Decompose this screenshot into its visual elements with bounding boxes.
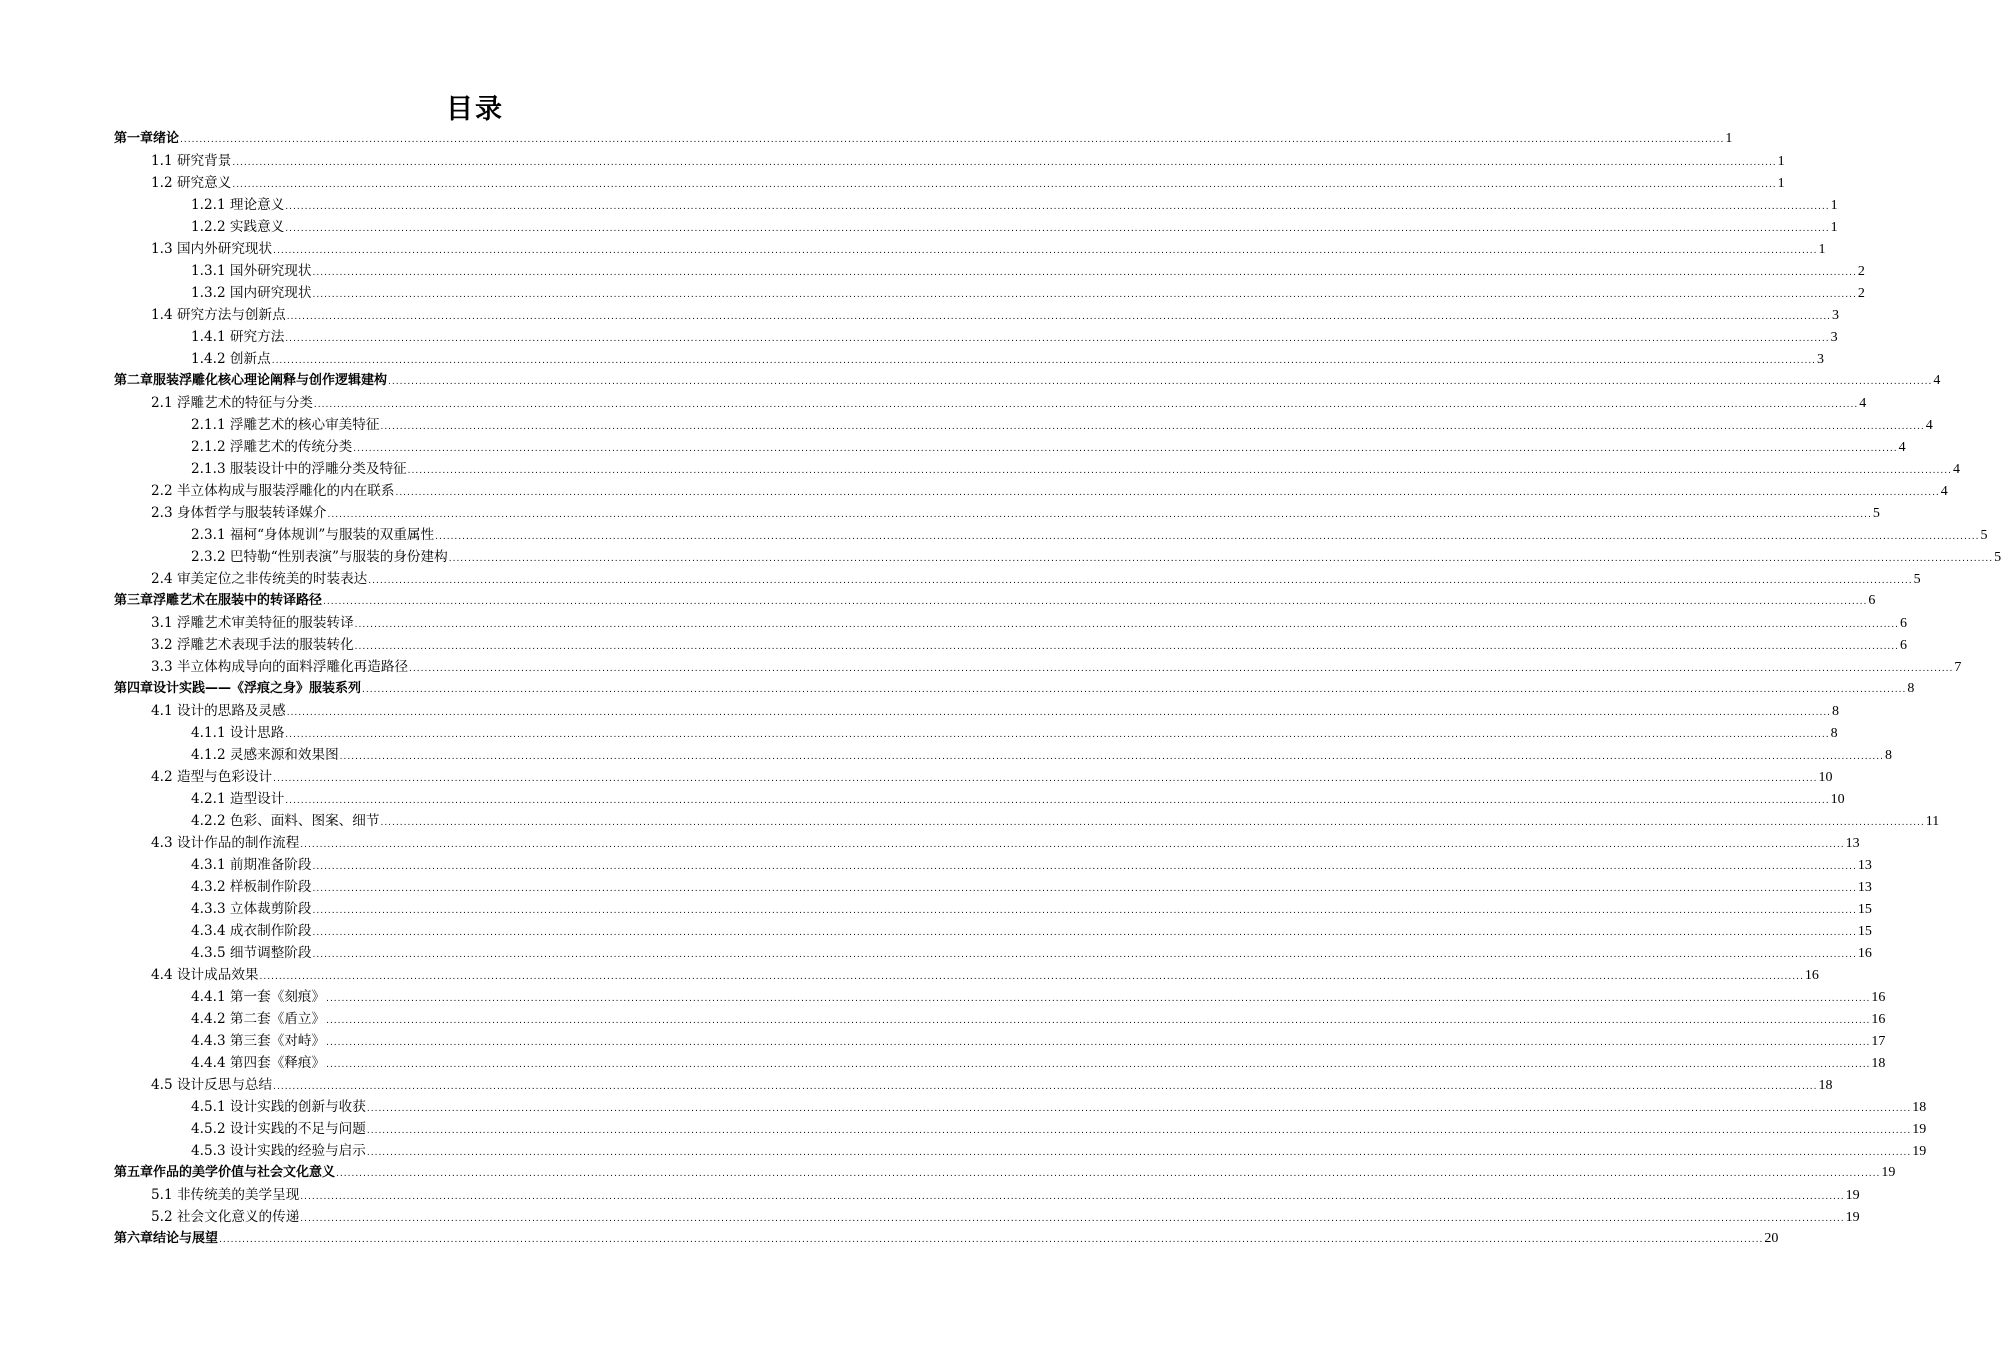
toc-entry-level-2[interactable] [114, 766, 1833, 788]
toc-page-number: 8 [1907, 681, 1915, 696]
toc-entry-title: 4.4 设计成品效果 [151, 967, 259, 983]
dot-leader: ................................................................................................................................................................................................................................................................................................................................................................................................................ [312, 290, 1857, 300]
toc-page-number: 3 [1830, 330, 1838, 345]
toc-entry-title: 2.3 身体哲学与服装转译媒介 [151, 505, 327, 521]
toc-page-number: 4 [1925, 418, 1933, 433]
dot-leader: ................................................................................................................................................................................................................................................................................................................................................................................................................ [312, 928, 1857, 938]
toc-page-number: 1 [1830, 220, 1838, 235]
toc-page-number: 2 [1857, 286, 1865, 301]
toc-page-number: 5 [1980, 528, 1988, 543]
toc-entry-title: 1.4 研究方法与创新点 [151, 307, 286, 323]
dot-leader: ................................................................................................................................................................................................................................................................................................................................................................................................................ [323, 597, 1868, 607]
toc-entry-level-3[interactable] [114, 876, 1872, 898]
dot-leader: ................................................................................................................................................................................................................................................................................................................................................................................................................ [380, 818, 1925, 828]
toc-entry-title: 4.1.2 灵感来源和效果图 [191, 747, 339, 763]
toc-page-number: 4 [1952, 462, 1960, 477]
toc-entry-title: 2.3.2 巴特勒“性别表演”与服装的身份建构 [191, 549, 448, 565]
toc-page-number: 19 [1912, 1144, 1927, 1159]
toc-entry-level-3[interactable] [114, 942, 1872, 964]
toc-page-number: 16 [1871, 990, 1886, 1005]
toc-page-number: 4 [1859, 396, 1867, 411]
toc-page-number: 4 [1933, 373, 1941, 388]
dot-leader: ................................................................................................................................................................................................................................................................................................................................................................................................................ [327, 510, 1872, 520]
toc-entry-level-2[interactable] [114, 700, 1840, 722]
toc-entry-title: 4.3.4 成衣制作阶段 [191, 923, 312, 939]
toc-page-number: 10 [1818, 770, 1833, 785]
toc-page-number: 17 [1871, 1034, 1886, 1049]
toc-entry-level-3[interactable] [114, 282, 1865, 304]
toc-page-number: 16 [1871, 1012, 1886, 1027]
toc-entry-level-3[interactable] [114, 216, 1838, 238]
toc-page-number: 7 [1954, 660, 1962, 675]
toc-entry-title: 4.4.3 第三套《对峙》 [191, 1033, 326, 1049]
dot-leader: ................................................................................................................................................................................................................................................................................................................................................................................................................ [326, 1060, 1871, 1070]
toc-page-number: 15 [1857, 902, 1872, 917]
toc-entry-level-3[interactable] [114, 546, 2001, 568]
dot-leader: ................................................................................................................................................................................................................................................................................................................................................................................................................ [362, 685, 1907, 695]
dot-leader: ................................................................................................................................................................................................................................................................................................................................................................................................................ [339, 752, 1885, 762]
dot-leader: ................................................................................................................................................................................................................................................................................................................................................................................................................ [300, 1192, 1845, 1202]
toc-entry-level-1[interactable] [114, 1162, 1896, 1184]
toc-entry-title: 5.1 非传统美的美学呈现 [151, 1187, 300, 1203]
dot-leader: ................................................................................................................................................................................................................................................................................................................................................................................................................ [219, 1235, 1764, 1245]
dot-leader: ................................................................................................................................................................................................................................................................................................................................................................................................................ [448, 554, 1994, 564]
toc-entry-title: 1.3 国内外研究现状 [151, 241, 273, 257]
dot-leader: ................................................................................................................................................................................................................................................................................................................................................................................................................ [286, 312, 1832, 322]
toc-page-number: 4 [1940, 484, 1948, 499]
dot-leader: ................................................................................................................................................................................................................................................................................................................................................................................................................ [286, 708, 1832, 718]
toc-entry-title: 1.4.2 创新点 [191, 351, 271, 367]
toc-entry-level-3[interactable] [114, 260, 1865, 282]
toc-entry-title: 2.3.1 福柯“身体规训”与服装的双重属性 [191, 527, 435, 543]
toc-entry-title: 1.2.2 实践意义 [191, 219, 285, 235]
toc-entry-level-2[interactable] [114, 238, 1826, 260]
toc-entry-level-3[interactable] [114, 1052, 1886, 1074]
toc-entry-level-3[interactable] [114, 1030, 1886, 1052]
page-title: 目录 [446, 94, 504, 125]
dot-leader: ................................................................................................................................................................................................................................................................................................................................................................................................................ [312, 884, 1857, 894]
toc-page-number: 5 [1872, 506, 1880, 521]
toc-page-number: 20 [1764, 1231, 1779, 1246]
toc-entry-level-3[interactable] [114, 524, 1988, 546]
toc-entry-title: 4.5.3 设计实践的经验与启示 [191, 1143, 366, 1159]
toc-entry-title: 4.1 设计的思路及灵感 [151, 703, 286, 719]
toc-page-number: 13 [1845, 836, 1860, 851]
dot-leader: ................................................................................................................................................................................................................................................................................................................................................................................................................ [232, 158, 1777, 168]
toc-entry-title: 4.1.1 设计思路 [191, 725, 285, 741]
toc-entry-level-3[interactable] [114, 722, 1838, 744]
dot-leader: ................................................................................................................................................................................................................................................................................................................................................................................................................ [388, 377, 1933, 387]
toc-entry-title: 1.2.1 理论意义 [191, 197, 285, 213]
dot-leader: ................................................................................................................................................................................................................................................................................................................................................................................................................ [336, 1169, 1881, 1179]
toc-entry-title: 4.3.5 细节调整阶段 [191, 945, 312, 961]
toc-page-number: 1 [1818, 242, 1826, 257]
dot-leader: ................................................................................................................................................................................................................................................................................................................................................................................................................ [312, 950, 1857, 960]
toc-page-number: 19 [1912, 1122, 1927, 1137]
dot-leader: ................................................................................................................................................................................................................................................................................................................................................................................................................ [273, 1082, 1818, 1092]
toc-page-number: 18 [1818, 1078, 1833, 1093]
dot-leader: ................................................................................................................................................................................................................................................................................................................................................................................................................ [232, 180, 1777, 190]
toc-entry-title: 第二章服装浮雕化核心理论阐释与创作逻辑建构 [114, 373, 388, 388]
toc-entry-title: 4.2.1 造型设计 [191, 791, 285, 807]
toc-entry-title: 1.4.1 研究方法 [191, 329, 285, 345]
toc-page-number: 2 [1857, 264, 1865, 279]
dot-leader: ................................................................................................................................................................................................................................................................................................................................................................................................................ [285, 730, 1830, 740]
toc-page-number: 1 [1777, 154, 1785, 169]
toc-page-number: 18 [1912, 1100, 1927, 1115]
dot-leader: ................................................................................................................................................................................................................................................................................................................................................................................................................ [366, 1126, 1912, 1136]
toc-entry-level-3[interactable] [114, 788, 1845, 810]
toc-page-number: 8 [1832, 704, 1840, 719]
dot-leader: ................................................................................................................................................................................................................................................................................................................................................................................................................ [407, 466, 1952, 476]
toc-entry-level-3[interactable] [114, 810, 1940, 832]
toc-page-number: 13 [1857, 858, 1872, 873]
dot-leader: ................................................................................................................................................................................................................................................................................................................................................................................................................ [259, 972, 1804, 982]
toc-page-number: 1 [1725, 131, 1733, 146]
dot-leader: ................................................................................................................................................................................................................................................................................................................................................................................................................ [409, 664, 1954, 674]
toc-entry-level-3[interactable] [114, 436, 1906, 458]
toc-page-number: 16 [1804, 968, 1819, 983]
toc-page-number: 18 [1871, 1056, 1886, 1071]
toc-entry-level-2[interactable] [114, 304, 1840, 326]
toc-page-number: 6 [1868, 593, 1876, 608]
toc-entry-title: 4.4.1 第一套《刻痕》 [191, 989, 326, 1005]
toc-entry-level-2[interactable] [114, 1074, 1833, 1096]
toc-page-number: 11 [1925, 814, 1940, 829]
toc-entry-level-2[interactable] [114, 1184, 1860, 1206]
toc-entry-level-2[interactable] [114, 964, 1819, 986]
toc-page-number: 16 [1857, 946, 1872, 961]
toc-entry-title: 3.2 浮雕艺术表现手法的服装转化 [151, 637, 354, 653]
dot-leader: ................................................................................................................................................................................................................................................................................................................................................................................................................ [300, 840, 1845, 850]
dot-leader: ................................................................................................................................................................................................................................................................................................................................................................................................................ [312, 268, 1857, 278]
toc-entry-title: 4.3.3 立体裁剪阶段 [191, 901, 312, 917]
dot-leader: ................................................................................................................................................................................................................................................................................................................................................................................................................ [326, 1038, 1871, 1048]
toc-entry-title: 4.2.2 色彩、面料、图案、细节 [191, 813, 380, 829]
dot-leader: ................................................................................................................................................................................................................................................................................................................................................................................................................ [273, 774, 1818, 784]
toc-entry-title: 4.2 造型与色彩设计 [151, 769, 273, 785]
toc-entry-level-3[interactable] [114, 854, 1872, 876]
dot-leader: ................................................................................................................................................................................................................................................................................................................................................................................................................ [366, 1148, 1912, 1158]
toc-entry-title: 4.5.1 设计实践的创新与收获 [191, 1099, 366, 1115]
toc-entry-level-2[interactable] [114, 172, 1785, 194]
toc-entry-title: 第五章作品的美学价值与社会文化意义 [114, 1165, 336, 1180]
toc-entry-title: 2.1.2 浮雕艺术的传统分类 [191, 439, 353, 455]
toc-entry-title: 2.4 审美定位之非传统美的时装表达 [151, 571, 368, 587]
toc-entry-title: 1.3.1 国外研究现状 [191, 263, 312, 279]
toc-entry-level-3[interactable] [114, 920, 1872, 942]
toc-entry-level-3[interactable] [114, 898, 1872, 920]
toc-entry-level-3[interactable] [114, 986, 1886, 1008]
table-of-contents [114, 128, 2001, 1250]
dot-leader: ................................................................................................................................................................................................................................................................................................................................................................................................................ [353, 444, 1898, 454]
toc-entry-level-2[interactable] [114, 150, 1785, 172]
dot-leader: ................................................................................................................................................................................................................................................................................................................................................................................................................ [354, 642, 1900, 652]
toc-entry-level-3[interactable] [114, 414, 1933, 436]
dot-leader: ................................................................................................................................................................................................................................................................................................................................................................................................................ [273, 246, 1818, 256]
toc-page-number: 1 [1777, 176, 1785, 191]
toc-entry-level-3[interactable] [114, 1140, 1927, 1162]
toc-page-number: 8 [1885, 748, 1893, 763]
dot-leader: ................................................................................................................................................................................................................................................................................................................................................................................................................ [326, 1016, 1871, 1026]
toc-page-number: 19 [1845, 1188, 1860, 1203]
toc-entry-level-1[interactable] [114, 590, 1876, 612]
toc-entry-level-2[interactable] [114, 832, 1860, 854]
toc-page-number: 19 [1881, 1165, 1896, 1180]
toc-entry-level-1[interactable] [114, 128, 1733, 150]
toc-page-number: 5 [1913, 572, 1921, 587]
toc-entry-title: 4.3 设计作品的制作流程 [151, 835, 300, 851]
toc-entry-title: 第一章绪论 [114, 131, 180, 146]
toc-page-number: 3 [1817, 352, 1825, 367]
toc-entry-level-2[interactable] [114, 656, 1962, 678]
toc-page-number: 19 [1845, 1210, 1860, 1225]
dot-leader: ................................................................................................................................................................................................................................................................................................................................................................................................................ [285, 224, 1830, 234]
toc-entry-title: 2.1.3 服装设计中的浮雕分类及特征 [191, 461, 407, 477]
toc-entry-title: 4.3.1 前期准备阶段 [191, 857, 312, 873]
dot-leader: ................................................................................................................................................................................................................................................................................................................................................................................................................ [285, 334, 1830, 344]
toc-page-number: 6 [1900, 616, 1908, 631]
toc-entry-level-3[interactable] [114, 1008, 1886, 1030]
toc-entry-title: 1.1 研究背景 [151, 153, 232, 169]
toc-entry-level-2[interactable] [114, 480, 1948, 502]
toc-page-number: 4 [1898, 440, 1906, 455]
toc-entry-level-2[interactable] [114, 634, 1908, 656]
toc-page-number: 6 [1900, 638, 1908, 653]
toc-entry-level-3[interactable] [114, 744, 1893, 766]
toc-entry-level-3[interactable] [114, 1118, 1927, 1140]
dot-leader: ................................................................................................................................................................................................................................................................................................................................................................................................................ [180, 135, 1725, 145]
toc-entry-title: 3.3 半立体构成导向的面料浮雕化再造路径 [151, 659, 409, 675]
toc-entry-level-1[interactable] [114, 370, 1941, 392]
toc-entry-title: 2.1 浮雕艺术的特征与分类 [151, 395, 313, 411]
toc-entry-title: 1.3.2 国内研究现状 [191, 285, 312, 301]
toc-entry-level-3[interactable] [114, 194, 1838, 216]
dot-leader: ................................................................................................................................................................................................................................................................................................................................................................................................................ [285, 202, 1830, 212]
toc-entry-level-2[interactable] [114, 1206, 1860, 1228]
toc-page-number: 8 [1830, 726, 1838, 741]
dot-leader: ................................................................................................................................................................................................................................................................................................................................................................................................................ [395, 488, 1940, 498]
toc-entry-title: 第四章设计实践——《浮痕之身》服装系列 [114, 681, 362, 696]
toc-entry-level-2[interactable] [114, 392, 1867, 414]
dot-leader: ................................................................................................................................................................................................................................................................................................................................................................................................................ [285, 796, 1830, 806]
toc-entry-level-3[interactable] [114, 1096, 1927, 1118]
dot-leader: ................................................................................................................................................................................................................................................................................................................................................................................................................ [313, 400, 1859, 410]
toc-entry-title: 4.5.2 设计实践的不足与问题 [191, 1121, 366, 1137]
toc-entry-level-3[interactable] [114, 458, 1960, 480]
toc-entry-title: 4.3.2 样板制作阶段 [191, 879, 312, 895]
dot-leader: ................................................................................................................................................................................................................................................................................................................................................................................................................ [366, 1104, 1912, 1114]
toc-page-number: 13 [1857, 880, 1872, 895]
dot-leader: ................................................................................................................................................................................................................................................................................................................................................................................................................ [368, 576, 1913, 586]
toc-page-number: 3 [1832, 308, 1840, 323]
toc-entry-title: 4.4.4 第四套《释痕》 [191, 1055, 326, 1071]
toc-entry-title: 4.5 设计反思与总结 [151, 1077, 273, 1093]
dot-leader: ................................................................................................................................................................................................................................................................................................................................................................................................................ [300, 1214, 1845, 1224]
toc-page-number: 5 [1994, 550, 2001, 565]
toc-page-number: 15 [1857, 924, 1872, 939]
dot-leader: ................................................................................................................................................................................................................................................................................................................................................................................................................ [435, 532, 1980, 542]
toc-entry-title: 第三章浮雕艺术在服装中的转译路径 [114, 593, 323, 608]
toc-page-number: 10 [1830, 792, 1845, 807]
toc-entry-title: 第六章结论与展望 [114, 1231, 219, 1246]
dot-leader: ................................................................................................................................................................................................................................................................................................................................................................................................................ [271, 356, 1817, 366]
toc-entry-level-1[interactable] [114, 1228, 1779, 1250]
toc-entry-level-2[interactable] [114, 612, 1908, 634]
dot-leader: ................................................................................................................................................................................................................................................................................................................................................................................................................ [326, 994, 1871, 1004]
toc-page-number: 1 [1830, 198, 1838, 213]
toc-entry-title: 1.2 研究意义 [151, 175, 232, 191]
toc-entry-level-2[interactable] [114, 568, 1921, 590]
dot-leader: ................................................................................................................................................................................................................................................................................................................................................................................................................ [354, 620, 1900, 630]
toc-entry-title: 4.4.2 第二套《盾立》 [191, 1011, 326, 1027]
toc-entry-title: 2.1.1 浮雕艺术的核心审美特征 [191, 417, 380, 433]
toc-entry-title: 5.2 社会文化意义的传递 [151, 1209, 300, 1225]
dot-leader: ................................................................................................................................................................................................................................................................................................................................................................................................................ [312, 862, 1857, 872]
toc-entry-title: 2.2 半立体构成与服装浮雕化的内在联系 [151, 483, 395, 499]
toc-entry-level-3[interactable] [114, 348, 1825, 370]
dot-leader: ................................................................................................................................................................................................................................................................................................................................................................................................................ [380, 422, 1925, 432]
toc-entry-level-1[interactable] [114, 678, 1915, 700]
toc-entry-level-3[interactable] [114, 326, 1838, 348]
toc-entry-title: 3.1 浮雕艺术审美特征的服装转译 [151, 615, 354, 631]
toc-entry-level-2[interactable] [114, 502, 1880, 524]
dot-leader: ................................................................................................................................................................................................................................................................................................................................................................................................................ [312, 906, 1857, 916]
